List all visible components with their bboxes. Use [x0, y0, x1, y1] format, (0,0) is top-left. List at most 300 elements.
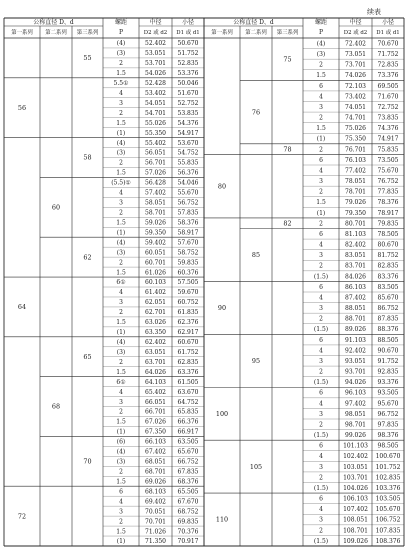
right-pitch-diameter-value: 74.701 [345, 114, 366, 122]
left-pitch-value: 6 [119, 488, 123, 496]
right-pitch-diameter-value: 84.026 [345, 273, 366, 281]
left-pitch-value: 4 [119, 89, 123, 97]
left-minor-diameter-value: 60.670 [177, 339, 199, 347]
right-pitch-diameter-value: 78.051 [345, 178, 366, 186]
left-minor-diameter-value: 61.505 [177, 378, 199, 386]
left-pitch-diameter-value: 53.051 [145, 50, 166, 58]
left-pitch-value: 5.5① [113, 80, 129, 88]
right-third-series-value: 82 [283, 219, 292, 228]
left-pitch-value: 2 [119, 518, 123, 526]
left-pitch-diameter-value: 64.026 [145, 368, 166, 376]
right-pitch-diameter-value: 107.402 [343, 506, 368, 514]
left-pitch-value: 1.5 [116, 418, 126, 426]
right-pitch-diameter-value: 79.350 [345, 209, 366, 217]
left-pitch-diameter-value: 55.402 [145, 139, 166, 147]
right-pitch-diameter-value: 104.026 [343, 484, 368, 492]
left-minor-diameter-value: 57.670 [177, 239, 199, 247]
right-pitch-diameter-value: 101.103 [343, 442, 368, 450]
left-pitch-symbol: P [118, 29, 124, 36]
right-minor-diameter-value: 106.752 [375, 516, 401, 524]
left-pitch-value: (1) [116, 329, 126, 337]
left-pitch-diameter-value: 56.701 [145, 159, 166, 167]
right-second-series-value: 85 [251, 251, 261, 260]
right-minor-diameter-value: 88.376 [377, 326, 399, 334]
left-pitch-diameter-value: 70.051 [145, 508, 166, 516]
right-pitch-value: 3 [319, 357, 323, 365]
left-pitch-diameter-value: 62.051 [145, 299, 166, 307]
left-pitch-diameter-value: 53.701 [145, 60, 166, 68]
right-pitch-value: 2 [319, 188, 323, 196]
right-minor-diameter-value: 71.670 [377, 93, 399, 101]
left-pitch-value: (4) [116, 448, 126, 456]
right-pitch-value: 2 [319, 114, 323, 122]
left-pitch-diameter-value: 54.051 [145, 99, 166, 107]
right-second-series-value: 95 [251, 356, 261, 365]
left-first-series-value: 64 [17, 303, 27, 312]
right-pitch-value: 3 [319, 305, 323, 313]
left-pitch-diameter-value: 59.026 [145, 219, 166, 227]
right-pitch-diameter-value: 80.701 [345, 220, 366, 228]
left-pitch-value: 4 [119, 498, 123, 506]
left-pitch-diameter-value: 60.103 [145, 279, 166, 287]
right-pitch-diameter-value: 73.402 [345, 93, 366, 101]
right-pitch-diameter-value: 86.103 [345, 283, 366, 291]
left-minor-diameter-value: 64.752 [177, 398, 199, 406]
continued-label: 续表 [367, 8, 381, 16]
left-pitch-diameter-value: 55.026 [145, 119, 166, 127]
left-third-series-value: 58 [83, 153, 92, 162]
right-pitch-diameter-value: 92.402 [345, 347, 366, 355]
left-pitch-value: (3) [116, 149, 126, 157]
left-pitch-diameter-value: 66.103 [145, 438, 166, 446]
left-pitch-diameter-value: 59.350 [145, 229, 166, 237]
left-pitch-header: 螺距 [114, 19, 128, 26]
right-minor-diameter-value: 86.752 [377, 305, 399, 313]
right-pitch-value: (1.5) [313, 432, 329, 440]
right-third-series-value: 78 [283, 145, 292, 154]
right-minor-diameter-value: 85.670 [377, 294, 399, 302]
right-pitch-value: 6 [319, 230, 323, 238]
right-minor-diameter-value: 87.835 [377, 315, 399, 323]
left-minor-diameter-value: 56.376 [177, 169, 199, 177]
left-pitch-diameter-value: 56.428 [145, 179, 166, 187]
right-pitch-diameter-value: 75.350 [345, 135, 366, 143]
right-minor-diameter-value: 95.670 [377, 400, 399, 408]
right-minor-diameter-value: 80.670 [377, 241, 399, 249]
left-pitch-value: (1) [116, 428, 126, 436]
left-minor-diameter-value: 54.917 [177, 129, 199, 137]
right-pitch-value: 2 [319, 315, 323, 323]
left-first-series-header: 第一系列 [11, 30, 33, 36]
left-nominal-diameter-header: 公称直径 D、d [33, 19, 74, 26]
right-minor-diameter-value: 83.505 [377, 283, 399, 291]
right-minor-diameter-value: 74.917 [377, 135, 399, 143]
left-pitch-value: 2 [119, 159, 123, 167]
right-pitch-value: 1.5 [316, 72, 326, 80]
right-third-series-value: 75 [283, 55, 292, 64]
right-minor-diameter-value: 90.670 [377, 347, 399, 355]
right-pitch-value: 4 [319, 400, 323, 408]
left-pitch-diameter-value: 67.402 [145, 448, 166, 456]
right-minor-diameter-value: 83.376 [377, 273, 399, 281]
right-pitch-value: 4 [319, 506, 323, 514]
right-pitch-diameter-value: 99.026 [345, 432, 366, 440]
left-pitch-value: (4) [116, 239, 126, 247]
left-minor-diameter-value: 60.376 [177, 269, 199, 277]
left-minor-diameter-value: 56.752 [177, 199, 199, 207]
right-pitch-value: 6 [319, 156, 323, 164]
left-pitch-value: 3 [119, 299, 123, 307]
right-pitch-value: 2 [319, 368, 323, 376]
left-pitch-value: (3) [116, 50, 126, 58]
right-first-series-value: 80 [217, 182, 227, 191]
right-first-series-value: 110 [215, 515, 229, 524]
right-pitch-value: 2 [319, 220, 323, 228]
left-pitch-diameter-value: 69.026 [145, 478, 166, 486]
right-pitch-diameter-value: 88.051 [345, 305, 366, 313]
right-pitch-diameter-value: 79.026 [345, 199, 366, 207]
left-minor-diameter-value: 59.670 [177, 289, 199, 297]
right-pitch-value: 4 [319, 453, 323, 461]
left-minor-diameter-value: 58.917 [177, 229, 199, 237]
left-second-series-value: 60 [51, 203, 61, 212]
left-pitch-diameter-value: 61.026 [145, 269, 166, 277]
right-second-series-value: 76 [251, 108, 261, 117]
left-pitch-value: 2 [119, 309, 123, 317]
left-pitch-diameter-value: 66.051 [145, 398, 166, 406]
left-pitch-value: 2 [119, 259, 123, 267]
left-pitch-value: 1.5 [116, 478, 126, 486]
left-minor-diameter-value: 65.670 [177, 448, 199, 456]
right-minor-diameter-value: 72.752 [377, 103, 399, 111]
right-minor-diameter-value: 101.752 [375, 463, 401, 471]
left-minor-diameter-value: 63.376 [177, 368, 199, 376]
left-pitch-value: 2 [119, 60, 123, 68]
left-pitch-value: (1) [116, 538, 126, 546]
left-minor-diameter-value: 67.835 [177, 468, 199, 476]
left-pitch-value: (3) [116, 348, 126, 356]
left-minor-diameter-value: 53.670 [177, 139, 199, 147]
right-minor-diameter-value: 96.752 [377, 410, 399, 418]
left-minor-diameter-value: 58.376 [177, 219, 199, 227]
right-minor-diameter-value: 98.505 [377, 442, 399, 450]
right-nominal-diameter-header: 公称直径 D、d [233, 19, 274, 26]
right-pitch-value: 2 [319, 421, 323, 429]
left-minor-diameter-value: 51.752 [177, 50, 199, 58]
right-pitch-value: 6 [319, 389, 323, 397]
right-pitch-diameter-value: 94.026 [345, 379, 366, 387]
right-minor-diameter-value: 75.835 [377, 146, 399, 154]
right-pitch-value: 2 [319, 474, 323, 482]
left-pitch-value: 6① [116, 378, 126, 386]
right-minor-diameter-value: 93.376 [377, 379, 399, 387]
right-pitch-diameter-value: 89.026 [345, 326, 366, 334]
left-pitch-diameter-value: 66.701 [145, 408, 166, 416]
left-minor-diameter-value: 54.046 [177, 179, 199, 187]
right-pitch-value: 4 [319, 294, 323, 302]
left-pitch-diameter-value: 64.103 [145, 378, 166, 386]
right-minor-diameter-value: 91.752 [377, 357, 399, 365]
left-pitch-diameter-value: 52.428 [145, 80, 166, 88]
left-minor-diameter-value: 50.046 [177, 80, 199, 88]
right-minor-diameter-value: 98.376 [377, 432, 399, 440]
left-pitch-value: (3) [116, 249, 126, 257]
left-pitch-value: (3) [116, 458, 126, 466]
right-pitch-value: 3 [319, 410, 323, 418]
left-minor-diameter-value: 55.835 [177, 159, 199, 167]
right-pitch-diameter-value: 97.402 [345, 400, 366, 408]
left-pitch-diameter-value: 56.051 [145, 149, 166, 157]
right-pitch-value: 3 [319, 252, 323, 260]
right-second-series-header: 第二系列 [245, 30, 267, 36]
right-minor-diameter-value: 107.835 [375, 527, 401, 535]
right-minor-diameter-value: 103.376 [375, 484, 401, 492]
left-pitch-diameter-value: 55.350 [145, 129, 166, 137]
left-minor-diameter-value: 60.752 [177, 299, 199, 307]
right-pitch-diameter-value: 75.026 [345, 125, 366, 133]
right-minor-diameter-value: 70.670 [377, 40, 399, 48]
left-pitch-value: (1) [116, 229, 126, 237]
right-minor-diameter-value: 72.835 [377, 61, 399, 69]
right-minor-diameter-value: 97.835 [377, 421, 399, 429]
right-pitch-value: (1.5) [313, 484, 329, 492]
right-pitch-diameter-value: 77.402 [345, 167, 366, 175]
left-minor-diameter-value: 62.376 [177, 319, 199, 327]
right-pitch-value: (3) [316, 51, 326, 59]
left-pitch-diameter-value: 63.051 [145, 348, 166, 356]
left-pitch-diameter-value: 57.026 [145, 169, 166, 177]
right-pitch-diameter-value: 98.051 [345, 410, 366, 418]
right-pitch-diameter-value: 81.103 [345, 230, 366, 238]
left-minor-diameter-value: 55.670 [177, 189, 199, 197]
left-pitch-diameter-value: 71.350 [145, 538, 166, 546]
left-minor-diameter-value: 52.835 [177, 60, 199, 68]
left-pitch-value: (4) [116, 139, 126, 147]
right-pitch-value: 4 [319, 347, 323, 355]
left-minor-diameter-header: 小径 [181, 19, 195, 26]
right-pitch-diameter-value: 73.051 [345, 51, 366, 59]
right-pitch-value: 6 [319, 495, 323, 503]
right-pitch-diameter-value: 103.701 [343, 474, 368, 482]
left-minor-diameter-value: 63.505 [177, 438, 199, 446]
right-pitch-diameter-value: 93.051 [345, 357, 366, 365]
left-pitch-diameter-value: 62.402 [145, 339, 166, 347]
left-minor-diameter-value: 59.835 [177, 259, 199, 267]
left-pitch-value: (4) [116, 40, 126, 48]
left-pitch-diameter-value: 65.402 [145, 388, 166, 396]
right-minor-diameter-value: 78.376 [377, 199, 399, 207]
left-pitch-diameter-value: 67.026 [145, 418, 166, 426]
left-pitch-value: 3 [119, 398, 123, 406]
right-minor-diameter-value: 93.505 [377, 389, 399, 397]
left-pitch-value: 2 [119, 209, 123, 217]
left-pitch-diameter-value: 62.701 [145, 309, 166, 317]
right-pitch-value: 4 [319, 167, 323, 175]
left-third-series-value: 70 [83, 457, 92, 466]
right-pitch-diameter-value: 103.051 [343, 463, 368, 471]
left-pitch-value: 1.5 [116, 319, 126, 327]
right-pitch-diameter-value: 109.026 [343, 537, 368, 545]
right-pitch-diameter-value: 102.402 [343, 453, 368, 461]
left-pitch-value: 4 [119, 388, 123, 396]
left-pitch-value: 3 [119, 199, 123, 207]
left-minor-diameter-value: 68.376 [177, 478, 199, 486]
left-pitch-diameter-value: 63.701 [145, 358, 166, 366]
left-pitch-diameter-value: 58.701 [145, 209, 166, 217]
left-third-series-header: 第三系列 [76, 30, 99, 36]
left-pitch-diameter-value: 71.026 [145, 528, 166, 536]
left-third-series-value: 65 [83, 352, 92, 361]
left-pitch-diameter-value: 58.051 [145, 199, 166, 207]
right-pitch-diameter-value: 83.051 [345, 252, 366, 260]
right-pitch-value: 3 [319, 103, 323, 111]
right-pitch-value: 4 [319, 241, 323, 249]
right-pitch-header: 螺距 [314, 19, 328, 26]
left-pitch-value: 3 [119, 508, 123, 516]
left-minor-diameter-value: 61.752 [177, 348, 199, 356]
left-minor-diameter-value: 62.835 [177, 358, 199, 366]
left-pitch-value: 2 [119, 109, 123, 117]
right-minor-diameter-value: 78.505 [377, 230, 399, 238]
left-minor-diameter-value: 70.917 [177, 538, 199, 546]
right-minor-diameter-symbol: D1 或 d1 [376, 30, 400, 36]
left-pitch-diameter-value: 60.051 [145, 249, 166, 257]
left-minor-diameter-value: 66.376 [177, 418, 199, 426]
right-pitch-diameter-value: 72.103 [345, 82, 366, 90]
left-pitch-diameter-value: 52.402 [145, 40, 166, 48]
left-pitch-diameter-value: 60.701 [145, 259, 166, 267]
left-pitch-diameter-value: 68.051 [145, 458, 166, 466]
left-minor-diameter-value: 54.376 [177, 119, 199, 127]
left-first-series-value: 56 [17, 103, 27, 112]
right-pitch-diameter-value: 74.026 [345, 72, 366, 80]
left-pitch-diameter-value: 70.701 [145, 518, 166, 526]
left-minor-diameter-value: 51.670 [177, 89, 199, 97]
right-pitch-value: 6 [319, 336, 323, 344]
right-pitch-value: 3 [319, 463, 323, 471]
right-pitch-value: (1) [316, 135, 326, 143]
right-second-series-value: 105 [249, 462, 263, 471]
right-minor-diameter-value: 75.670 [377, 167, 399, 175]
left-pitch-value: 1.5 [116, 119, 126, 127]
right-minor-diameter-value: 92.835 [377, 368, 399, 376]
left-minor-diameter-value: 58.752 [177, 249, 199, 257]
left-third-series-value: 55 [83, 54, 92, 63]
left-pitch-diameter-value: 69.402 [145, 498, 166, 506]
left-pitch-diameter-value: 54.026 [145, 70, 166, 78]
left-pitch-value: (6) [116, 438, 126, 446]
left-pitch-diameter-header: 中径 [149, 19, 162, 26]
left-minor-diameter-value: 65.505 [177, 488, 199, 496]
left-minor-diameter-value: 66.752 [177, 458, 199, 466]
left-pitch-diameter-value: 68.701 [145, 468, 166, 476]
left-pitch-diameter-value: 53.402 [145, 89, 166, 97]
left-minor-diameter-value: 67.670 [177, 498, 199, 506]
left-minor-diameter-value: 54.752 [177, 149, 199, 157]
left-minor-diameter-symbol: D1 或 d1 [176, 30, 200, 36]
left-minor-diameter-value: 68.752 [177, 508, 199, 516]
left-minor-diameter-value: 62.917 [177, 329, 199, 337]
right-pitch-diameter-value: 108.701 [343, 527, 368, 535]
left-minor-diameter-value: 69.835 [177, 518, 199, 526]
right-pitch-diameter-value: 88.701 [345, 315, 366, 323]
right-minor-diameter-value: 108.376 [375, 537, 401, 545]
right-minor-diameter-value: 81.752 [377, 252, 399, 260]
right-pitch-diameter-value: 73.701 [345, 61, 366, 69]
left-pitch-value: 1.5 [116, 269, 126, 277]
left-pitch-diameter-value: 67.350 [145, 428, 166, 436]
right-pitch-value: (1) [316, 209, 326, 217]
left-minor-diameter-value: 66.917 [177, 428, 199, 436]
left-minor-diameter-value: 53.376 [177, 70, 199, 78]
right-minor-diameter-value: 100.670 [375, 453, 401, 461]
right-minor-diameter-value: 76.752 [377, 178, 399, 186]
right-minor-diameter-value: 105.670 [375, 506, 401, 514]
right-pitch-value: (1.5) [313, 537, 329, 545]
right-pitch-diameter-symbol: D2 或 d2 [343, 30, 368, 36]
left-pitch-diameter-value: 57.402 [145, 189, 166, 197]
left-minor-diameter-value: 57.505 [177, 279, 199, 287]
left-pitch-value: (5.5)① [111, 179, 131, 187]
left-minor-diameter-value: 52.752 [177, 99, 199, 107]
right-pitch-diameter-value: 82.402 [345, 241, 366, 249]
right-pitch-diameter-value: 106.103 [343, 495, 368, 503]
right-minor-diameter-value: 74.376 [377, 125, 399, 133]
left-pitch-value: 1.5 [116, 70, 126, 78]
left-pitch-diameter-value: 68.103 [145, 488, 166, 496]
left-pitch-value: 4 [119, 289, 123, 297]
right-first-series-value: 100 [215, 409, 229, 418]
right-minor-diameter-value: 69.505 [377, 82, 399, 90]
left-minor-diameter-value: 50.670 [177, 40, 199, 48]
right-first-series-value: 90 [217, 304, 227, 313]
right-pitch-value: 6 [319, 283, 323, 291]
right-pitch-value: (1.5) [313, 326, 329, 334]
left-minor-diameter-value: 63.670 [177, 388, 199, 396]
left-pitch-value: 1.5 [116, 368, 126, 376]
left-second-series-value: 68 [51, 402, 61, 411]
left-pitch-value: 1.5 [116, 219, 126, 227]
left-pitch-diameter-value: 63.026 [145, 319, 166, 327]
right-minor-diameter-value: 79.835 [377, 220, 399, 228]
right-minor-diameter-value: 102.835 [375, 474, 401, 482]
right-pitch-diameter-value: 76.701 [345, 146, 366, 154]
left-pitch-value: 2 [119, 408, 123, 416]
right-pitch-diameter-value: 76.103 [345, 156, 366, 164]
right-minor-diameter-value: 73.376 [377, 72, 399, 80]
right-minor-diameter-value: 82.835 [377, 262, 399, 270]
right-pitch-value: (1.5) [313, 273, 329, 281]
right-first-series-header: 第一系列 [211, 30, 233, 36]
left-second-series-header: 第二系列 [45, 30, 67, 36]
left-pitch-value: 2 [119, 358, 123, 366]
right-pitch-value: (1.5) [313, 379, 329, 387]
left-minor-diameter-value: 61.835 [177, 309, 199, 317]
left-minor-diameter-value: 65.835 [177, 408, 199, 416]
left-third-series-value: 62 [83, 253, 92, 262]
left-pitch-diameter-value: 63.350 [145, 329, 166, 337]
right-pitch-diameter-value: 91.103 [345, 336, 366, 344]
right-pitch-diameter-value: 87.402 [345, 294, 366, 302]
right-pitch-diameter-value: 83.701 [345, 262, 366, 270]
left-pitch-value: 6① [116, 279, 126, 287]
right-minor-diameter-value: 78.917 [377, 209, 399, 217]
left-minor-diameter-value: 57.835 [177, 209, 199, 217]
left-pitch-value: 3 [119, 99, 123, 107]
left-pitch-diameter-value: 61.402 [145, 289, 166, 297]
left-minor-diameter-value: 70.376 [177, 528, 199, 536]
left-minor-diameter-value: 53.835 [177, 109, 199, 117]
